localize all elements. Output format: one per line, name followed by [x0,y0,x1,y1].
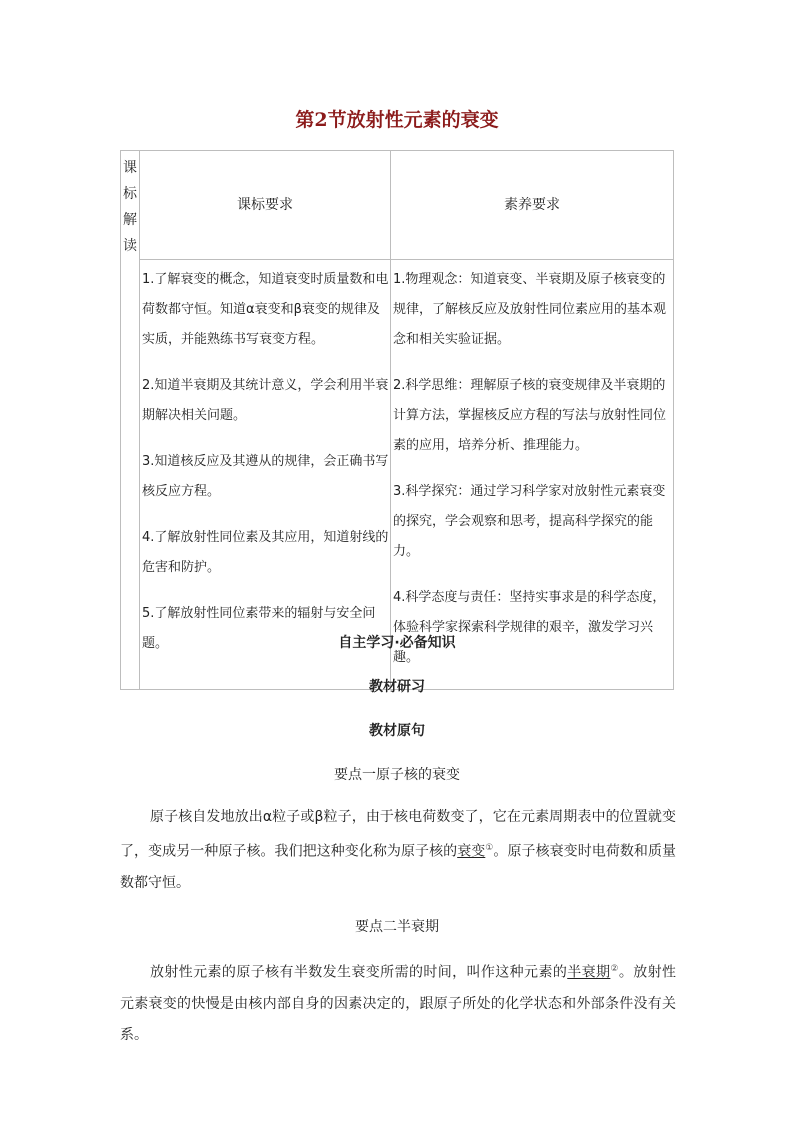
term-decay: 衰变 [457,843,486,860]
section-heading-textbook-study: 教材研习 [369,679,425,695]
point1-text: 原子核自发地放出α粒子或β粒子，由于核电荷数变了，它在元素周期表中的位置就变了，变成另一种原子核。我们把这种变化称为原子核的 [120,809,676,860]
point1-paragraph [120,802,676,899]
side-label-cell [121,151,140,260]
side-char: 解 [123,212,137,228]
col1-header: 课标要求 [140,151,391,260]
requirements-table [120,150,674,690]
page-title: 第2节放射性元素的衰变 [295,109,499,131]
footnote-mark: ① [485,843,494,853]
footnote-mark: ② [610,964,619,974]
course-requirement-item: 2.知道半衰期及其统计意义，学会利用半衰期解决相关问题。 [142,377,389,423]
literacy-requirement-item: 4.科学态度与责任：坚持实事求是的科学态度，体验科学家探索科学规律的艰辛，激发学习兴趣。 [393,589,666,665]
side-char: 读 [123,238,137,254]
point2-heading: 要点二半衰期 [355,919,439,935]
col2-body [391,259,674,689]
course-requirement-item: 3.知道核反应及其遵从的规律，会正确书写核反应方程。 [142,453,389,499]
section-heading-original-text: 教材原句 [369,723,425,739]
point2-paragraph [120,954,676,1051]
point2-text: 放射性元素的原子核有半数发生衰变所需的时间，叫作这种元素的 [150,964,568,981]
side-label-empty [121,259,140,689]
course-requirement-item: 5.了解放射性同位素带来的辐射与安全问题。 [142,605,376,651]
point2-text-end: 。放射性元素衰变的快慢是由核内部自身的因素决定的，跟原子所处的化学状态和外部条件没有关系。 [120,964,677,1043]
side-char: 标 [123,186,137,202]
term-half-life: 半衰期 [567,964,611,981]
literacy-requirement-item: 3.科学探究：通过学习科学家对放射性元素衰变的探究，学会观察和思考，提高科学探究的能力。 [393,483,666,559]
point1-text-end: 。原子核衰变时电荷数和质量数都守恒。 [120,843,677,891]
literacy-requirement-item: 2.科学思维：理解原子核的衰变规律及半衰期的计算方法，掌握核反应方程的写法与放射性同位素的应用，培养分析、推理能力。 [393,377,667,453]
col1-body [140,259,391,689]
point1-heading: 要点一原子核的衰变 [334,767,460,783]
col2-header: 素养要求 [391,151,674,260]
literacy-requirement-item: 1.物理观念：知道衰变、半衰期及原子核衰变的规律，了解核反应及放射性同位素应用的基本观念和相关实验证据。 [393,271,667,347]
section-heading-self-study: 自主学习·必备知识 [338,635,456,651]
side-char: 课 [123,160,137,176]
course-requirement-item: 1.了解衰变的概念，知道衰变时质量数和电荷数都守恒。知道α衰变和β衰变的规律及实质，并能熟练书写衰变方程。 [142,271,389,347]
course-requirement-item: 4.了解放射性同位素及其应用，知道射线的危害和防护。 [142,529,389,575]
